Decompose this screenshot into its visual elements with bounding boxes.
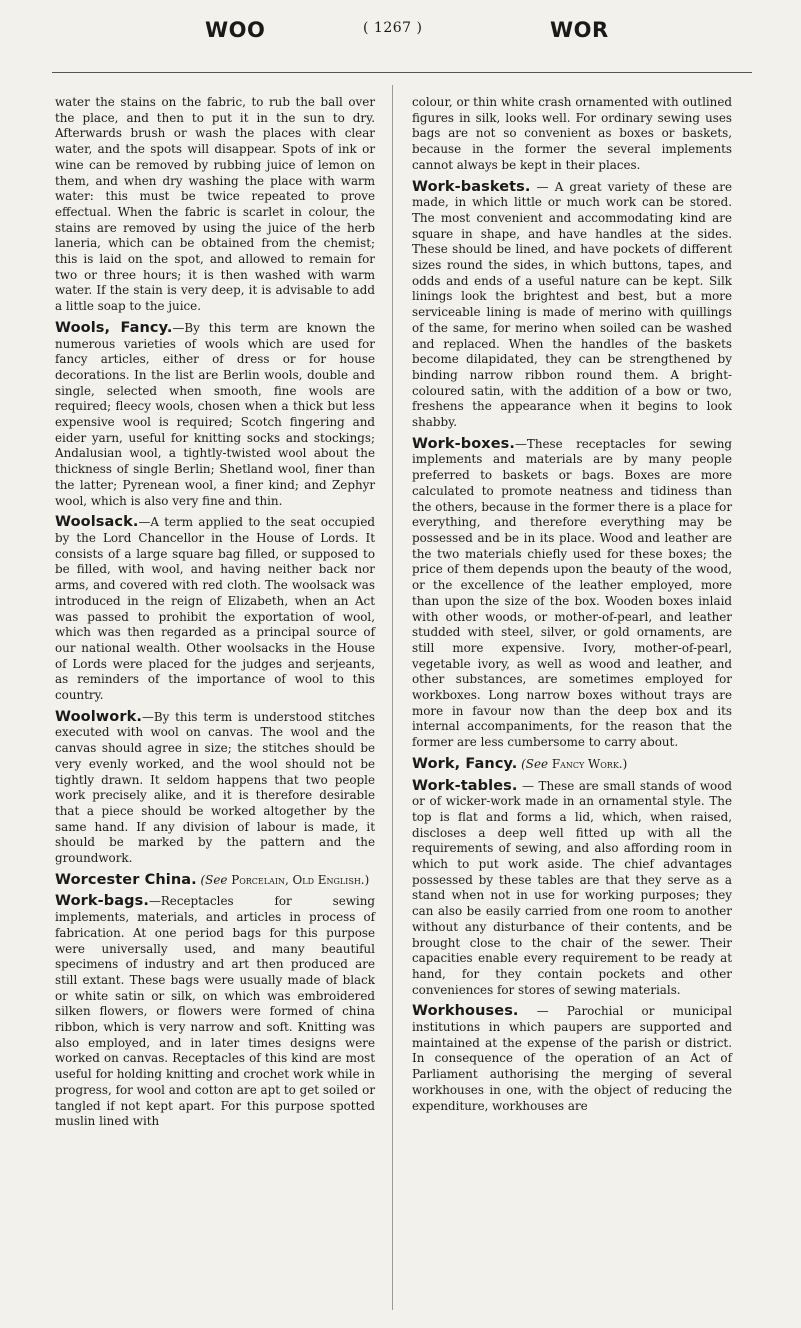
entry-body: — Parochial or municipal institutions in which paupers are supported and maintained at the expense of the parish or district. In consequence of the operation of an Act of Parliament authorising the merging of several workhouses in one, with the object of reducing the expenditure, workhouses are <box>412 1004 732 1113</box>
page-header <box>0 18 801 54</box>
entry-woolsack <box>55 515 375 703</box>
continuation-text: colour, or thin white crash ornamented with outlined figures in silk, looks well. For ordinary sewing uses bags are not so convenient as boxes or baskets, because in the former the several implements cannot always be kept in their places. <box>412 95 732 172</box>
header-rule <box>52 72 752 73</box>
headword: Woolwork. <box>55 708 142 725</box>
left-column <box>55 95 375 1136</box>
headword: Work-bags. <box>55 893 149 910</box>
headword: Worcester China. <box>55 871 197 888</box>
entry-body: —A term applied to the seat occupied by the Lord Chancellor in the House of Lords. It consists of a large square bag filled, or supposed to be filled, with wool, and having neither back nor arms, and covered with red cloth. The woolsack was introduced in the reign of Elizabeth, when an Act was passed to prohibit the exportation of wool, which was then regarded as a principal source of our national wealth. Other woolsacks in the House of Lords were placed for the judges and serjeants, as reminders of the importance of wool to this country. <box>55 515 375 703</box>
headword: Work, Fancy. <box>412 755 518 772</box>
headword: Workhouses. <box>412 1003 519 1020</box>
entry-workhouses <box>412 1004 732 1114</box>
cross-reference: Fancy Work.) <box>551 756 628 771</box>
entry-work-tables <box>412 779 732 999</box>
entry-body: — A great variety of these are made, in which little or much work can be stored. The most convenient and accommodating kind are square in shape, and have handles at the sides. These should be lined, and have pockets of different sizes round the sides, in which buttons, tapes, and odds and ends of a useful nature can be kept. Silk linings look the brightest and best, but a more serviceable lining is made of merino with quillings of the same, for merino when soiled can be washed and replaced. When the handles of the baskets become dilapidated, they can be strengthened by binding narrow ribbon round them. A bright-coloured satin, with the addition of a bow or two, freshens the appearance when it begins to look shabby. <box>412 179 732 430</box>
column-divider <box>392 85 393 1310</box>
entry-body: —These receptacles for sewing implements and materials are by many people preferred to baskets or bags. Boxes are more calculated to promote neatness and tidiness than the others, because in the former there is a place for everything, and therefore everything may be possessed and be in its place. Wood and leather are the two materials chiefly used for these boxes; the price of them depends upon the beauty of the wood, or the excellence of the leather employed, more than upon the size of the box. Wooden boxes inlaid with other woods, or mother-of-pearl, and leather studded with steel, silver, or gold ornaments, are still more expensive. Ivory, mother-of-pearl, vegetable ivory, as well as wood and leather, and other substances, are sometimes employed for workboxes. Long narrow boxes without trays are more in favour now than the deep box and its internal accompaniments, for the reason that the former are less cumbersome to carry about. <box>412 436 732 750</box>
entry-work-boxes <box>412 437 732 751</box>
entry-wools-fancy <box>55 321 375 509</box>
entry-work-fancy <box>412 757 732 773</box>
entry-work-baskets <box>412 180 732 431</box>
cross-reference: Porcelain, Old English.) <box>231 872 370 887</box>
entry-worcester-china <box>55 873 375 889</box>
headword: Woolsack. <box>55 514 139 531</box>
see-label: (See <box>521 756 549 771</box>
headword: Work-baskets. <box>412 178 531 195</box>
entry-body: —By this term are known the numerous varieties of wools which are used for fancy articles, either of dress or for house decorations. In the list are Berlin wools, double and single, selected when smooth, fine wools are required; fleecy wools, chosen when a thick but less expensive wool is required; Scotch fingering and eider yarn, useful for knitting socks and stockings; Andalusian wool, a tightly-twisted wool about the thickness of single Berlin; Shetland wool, finer than the latter; Pyrenean wool, a finer kind; and Zephyr wool, which is also very fine and thin. <box>55 320 375 508</box>
entry-woolwork <box>55 710 375 867</box>
headword: Work-boxes. <box>412 435 516 452</box>
header-left-word: WOO <box>205 18 266 42</box>
entry-work-bags <box>55 894 375 1130</box>
headword: Wools, Fancy. <box>55 319 173 336</box>
entry-body: — These are small stands of wood or of wicker-work made in an ornamental style. The top is flat and forms a lid, which, when raised, discloses a deep well fitted up with all the requirements of sewing, and also affording room in which to put work aside. The chief advantages possessed by these tables are that they serve as a stand when not in use for working purposes; they can also be easily carried from one room to another without any disturbance of their contents, and be brought close to the chair of the sewer. Their capacities enable every requirement to be ready at hand, for they contain pockets and other conveniences for stores of sewing materials. <box>412 778 732 997</box>
continuation-text: water the stains on the fabric, to rub the ball over the place, and then to put it in the sun to dry. Afterwards brush or wash the places with clear water, and the spots will disappear. Spots of ink or wine can be removed by rubbing juice of lemon on them, and when dry washing the place with warm water: this must be twice repeated to prove effectual. When the fabric is scarlet in colour, the stains are removed by using the juice of the herb laneria, which can be obtained from the chemist; this is laid on the spot, and allowed to remain for two or three hours; it is then washed with warm water. If the stain is very deep, it is advisable to add a little soap to the juice. <box>55 95 375 314</box>
header-right-word: WOR <box>550 18 609 42</box>
headword: Work-tables. <box>412 777 518 794</box>
entry-body: —Receptacles for sewing implements, materials, and articles in process of fabrication. At one period bags for this purpose were universally used, and many beautiful specimens of industry and art then produced are still extant. These bags were usually made of black or white satin or silk, on which was embroidered silken flowers, or flowers were formed of china ribbon, which is very narrow and soft. Knitting was also employed, and in later times designs were worked on canvas. Receptacles of this kind are most useful for holding knitting and crochet work while in progress, for wool and cotton are apt to get soiled or tangled if not kept apart. For this purpose spotted muslin lined with <box>55 894 375 1129</box>
right-column <box>412 95 732 1120</box>
see-label: (See <box>200 872 228 887</box>
page-number: ( 1267 ) <box>363 20 423 36</box>
entry-body: —By this term is understood stitches executed with wool on canvas. The wool and the canvas should agree in size; the stitches should be very evenly worked, and the wool should not be tightly drawn. It seldom happens that two people work precisely alike, and it is therefore desirable that a piece should be worked altogether by the same hand. If any division of labour is made, it should be marked by the pattern and the groundwork. <box>55 709 375 866</box>
